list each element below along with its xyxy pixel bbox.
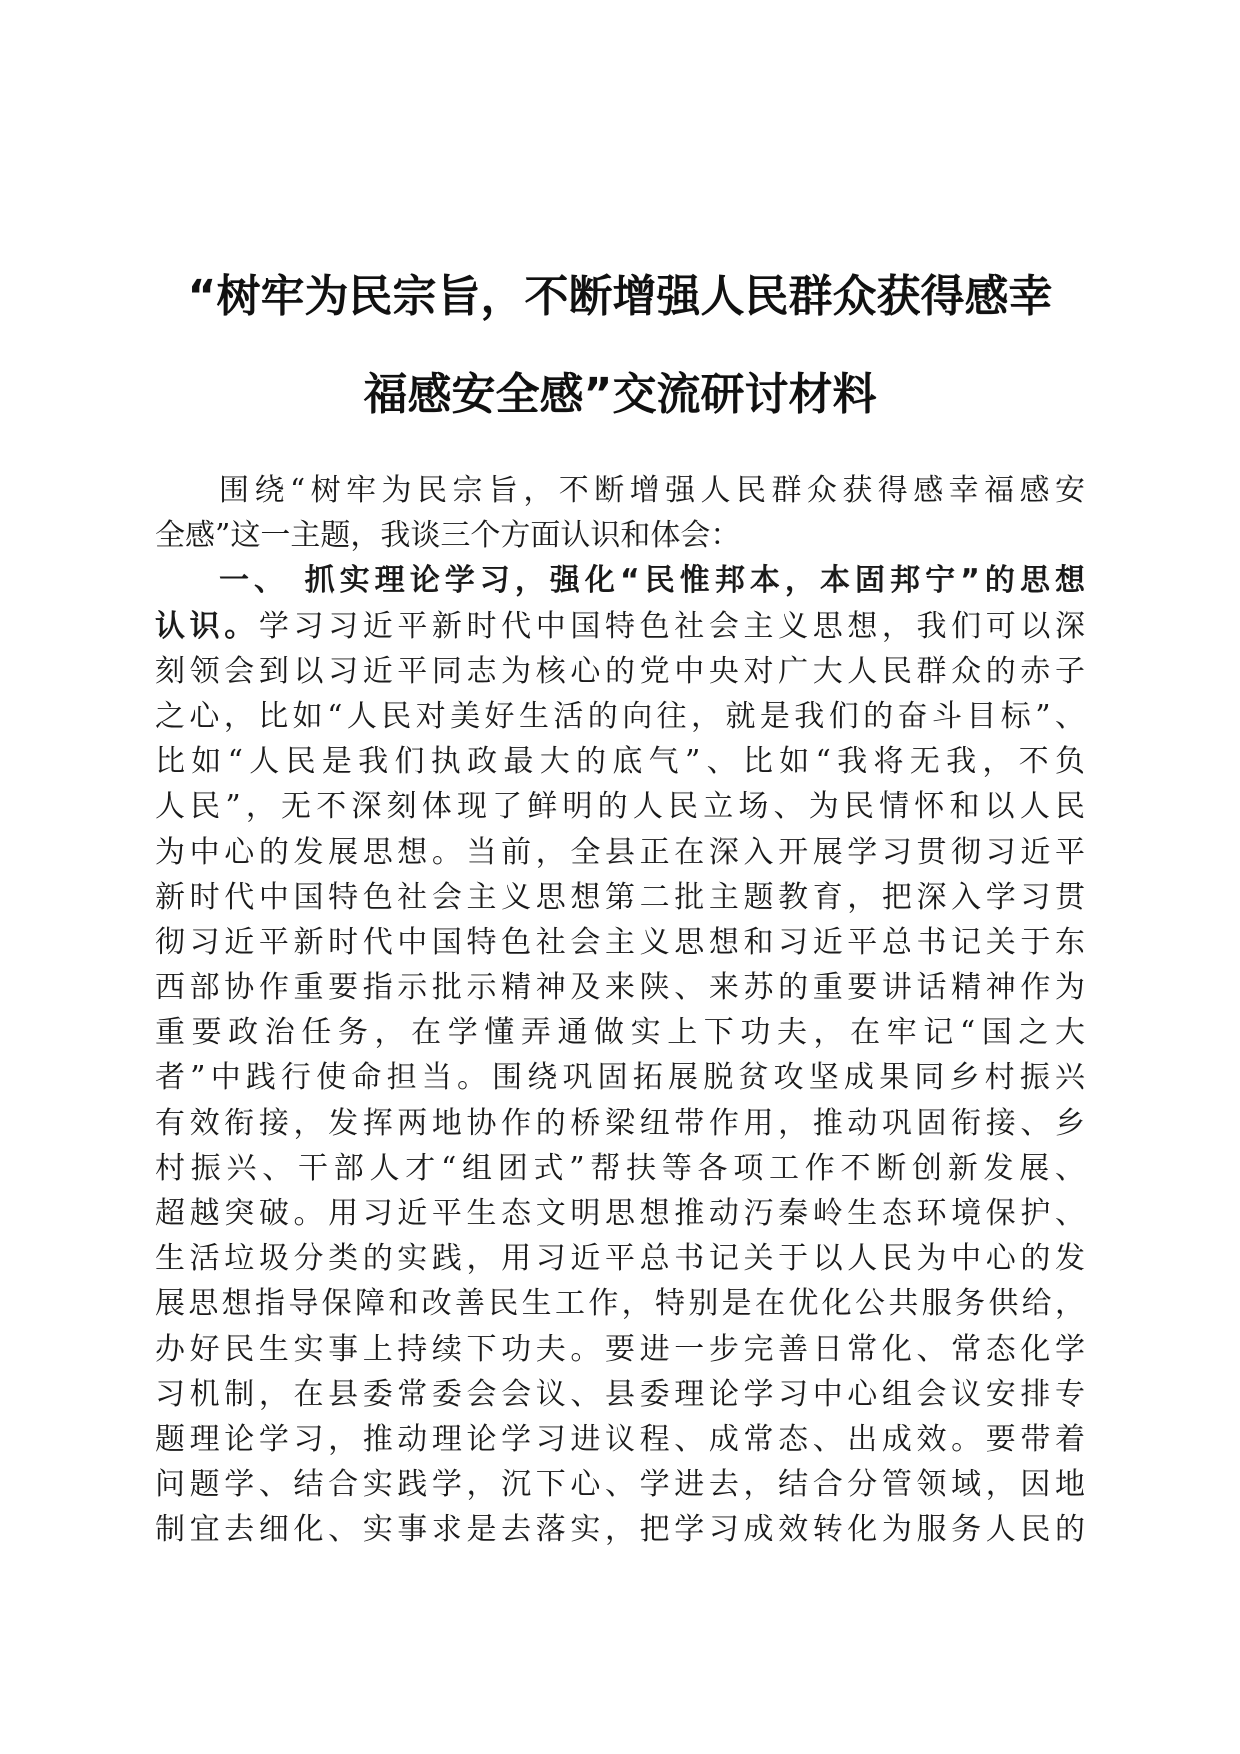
body-line: 村振兴、干部人才“组团式”帮扶等各项工作不断创新发展、: [155, 1150, 1085, 1186]
section-1-heading: 一、 抓实理论学习，强化“民惟邦本，本固邦宁”的思想: [219, 563, 1085, 599]
body-line: 展思想指导保障和改善民生工作，特别是在优化公共服务供给，: [155, 1286, 1085, 1322]
body-line: 有效衔接，发挥两地协作的桥梁纽带作用，推动巩固衔接、乡: [155, 1105, 1085, 1141]
section-1-line-2: [155, 604, 1085, 649]
body-line: 人民”，无不深刻体现了鲜明的人民立场、为民情怀和以人民: [155, 789, 1085, 825]
body-line: 比如“人民是我们执政最大的底气”、比如“我将无我，不负: [155, 744, 1085, 780]
section-1-heading-end: 认识。: [155, 608, 259, 644]
body-line: 者”中践行使命担当。围绕巩固拓展脱贫攻坚成果同乡村振兴: [155, 1060, 1085, 1096]
body-line: 办好民生实事上持续下功夫。要进一步完善日常化、常态化学: [155, 1331, 1085, 1367]
document-body: [155, 468, 1085, 1553]
body-line: 彻习近平新时代中国特色社会主义思想和习近平总书记关于东: [155, 924, 1085, 960]
title-line-1: “树牢为民宗旨，不断增强人民群众获得感幸: [187, 271, 1053, 322]
body-line: 新时代中国特色社会主义思想第二批主题教育，把深入学习贯: [155, 879, 1085, 915]
body-line: 之心，比如“人民对美好生活的向往，就是我们的奋斗目标”、: [155, 698, 1085, 734]
body-line: 习机制，在县委常委会会议、县委理论学习中心组会议安排专: [155, 1376, 1085, 1412]
document-title: [150, 248, 1090, 444]
section-1-line-2-text: 学习习近平新时代中国特色社会主义思想，我们可以深: [258, 608, 1086, 644]
body-line: 刻领会到以习近平同志为核心的党中央对广大人民群众的赤子: [155, 653, 1085, 689]
body-line: 重要政治任务，在学懂弄通做实上下功夫，在牢记“国之大: [155, 1015, 1085, 1051]
intro-line-1: 围绕“树牢为民宗旨，不断增强人民群众获得感幸福感安: [219, 473, 1085, 508]
body-line: 超越突破。用习近平生态文明思想推动汅秦岭生态环境保护、: [155, 1196, 1085, 1231]
body-line: 生活垃圾分类的实践，用习近平总书记关于以人民为中心的发: [155, 1241, 1085, 1277]
body-line: 问题学、结合实践学，沉下心、学进去，结合分管领域，因地: [155, 1467, 1085, 1503]
title-line-2: 福感安全感”交流研讨材料: [363, 369, 877, 420]
body-line: 制宜去细化、实事求是去落实，把学习成效转化为服务人民的: [155, 1512, 1085, 1548]
body-line: 西部协作重要指示批示精神及来陕、来苏的重要讲话精神作为: [155, 970, 1085, 1006]
intro-line-2: 全感”这一主题，我谈三个方面认识和体会：: [155, 518, 741, 554]
body-line: 题理论学习，推动理论学习进议程、成常态、出成效。要带着: [155, 1421, 1085, 1457]
body-line: 为中心的发展思想。当前，全县正在深入开展学习贯彻习近平: [155, 834, 1085, 870]
